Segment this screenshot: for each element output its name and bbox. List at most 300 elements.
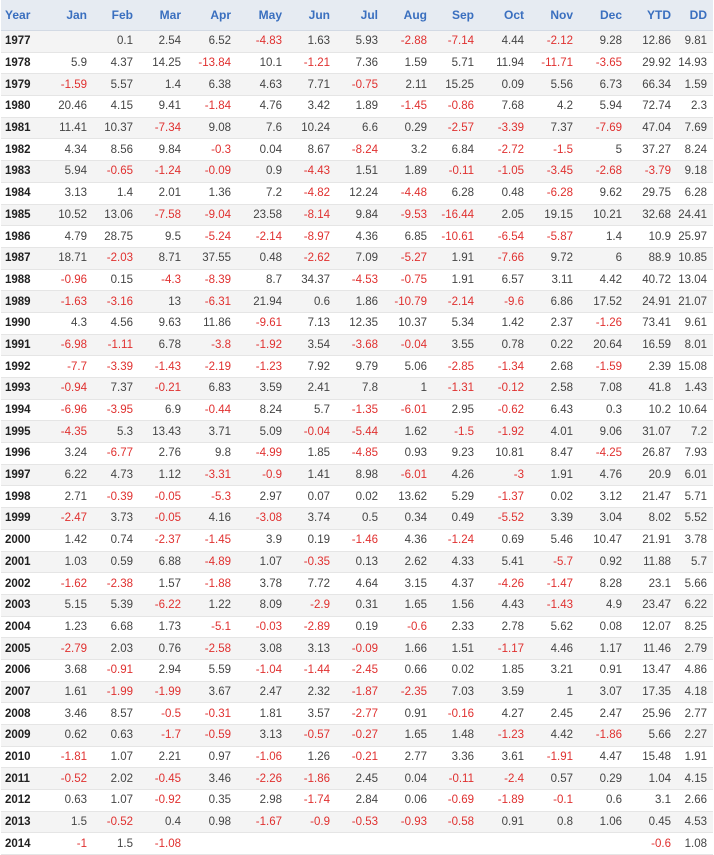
table-row (1, 508, 713, 530)
cell-jun: -0.57 (288, 725, 336, 747)
cell-dd: 6.01 (677, 464, 713, 486)
cell-nov: 4.46 (530, 638, 579, 660)
cell-jan: 10.52 (47, 204, 93, 226)
cell-oct: 1.85 (480, 659, 530, 681)
cell-apr: 3.46 (187, 768, 237, 790)
column-header-feb[interactable]: Feb (93, 0, 139, 31)
cell-dec: -4.25 (579, 443, 628, 465)
table-row (1, 659, 713, 681)
cell-oct: -3.39 (480, 117, 530, 139)
cell-ytd: 3.1 (628, 790, 677, 812)
year-cell: 1999 (1, 508, 47, 530)
cell-feb: 0.63 (93, 725, 139, 747)
table-row (1, 811, 713, 833)
cell-mar: 9.63 (139, 312, 187, 334)
cell-jul: -1.35 (336, 399, 384, 421)
cell-jun: -8.97 (288, 226, 336, 248)
cell-nov: -1.5 (530, 139, 579, 161)
cell-ytd: -3.79 (628, 161, 677, 183)
cell-sep: 0.02 (433, 659, 480, 681)
cell-feb: -2.38 (93, 573, 139, 595)
year-cell: 1991 (1, 334, 47, 356)
cell-dd: 2.77 (677, 703, 713, 725)
cell-may: 1.81 (237, 703, 288, 725)
cell-oct: 11.94 (480, 52, 530, 74)
cell-nov: 5.46 (530, 529, 579, 551)
cell-aug: 1.65 (384, 594, 433, 616)
cell-oct: 4.43 (480, 594, 530, 616)
cell-apr: -9.04 (187, 204, 237, 226)
cell-aug: 3.2 (384, 139, 433, 161)
cell-mar: 2.21 (139, 746, 187, 768)
cell-jun: -1.44 (288, 659, 336, 681)
cell-jan: 20.46 (47, 96, 93, 118)
cell-jan: 2.71 (47, 486, 93, 508)
cell-mar: -1.99 (139, 681, 187, 703)
cell-apr: 6.38 (187, 74, 237, 96)
cell-apr: -0.09 (187, 161, 237, 183)
cell-dec: 9.28 (579, 31, 628, 53)
table-row (1, 182, 713, 204)
cell-oct: -1.92 (480, 421, 530, 443)
cell-apr: -1.45 (187, 529, 237, 551)
cell-may: 10.1 (237, 52, 288, 74)
cell-aug: 5.06 (384, 356, 433, 378)
cell-feb: 1.4 (93, 182, 139, 204)
column-header-ytd[interactable]: YTD (628, 0, 677, 31)
cell-mar: -6.22 (139, 594, 187, 616)
cell-feb: -0.91 (93, 659, 139, 681)
cell-apr: 11.86 (187, 312, 237, 334)
cell-feb: 8.56 (93, 139, 139, 161)
cell-mar: 2.01 (139, 182, 187, 204)
cell-feb: 7.37 (93, 378, 139, 400)
cell-jan: -6.98 (47, 334, 93, 356)
cell-feb: 5.57 (93, 74, 139, 96)
cell-may: -1.92 (237, 334, 288, 356)
cell-ytd: -0.6 (628, 833, 677, 855)
cell-ytd: 47.04 (628, 117, 677, 139)
cell-dd: 5.71 (677, 486, 713, 508)
cell-ytd: 23.47 (628, 594, 677, 616)
year-cell: 2002 (1, 573, 47, 595)
cell-jan: -1 (47, 833, 93, 855)
cell-dd: 9.18 (677, 161, 713, 183)
table-row (1, 291, 713, 313)
cell-nov (530, 833, 579, 855)
table-body (1, 31, 713, 855)
cell-jan: 0.62 (47, 725, 93, 747)
cell-nov: 3.11 (530, 269, 579, 291)
cell-apr: -4.89 (187, 551, 237, 573)
year-cell: 1990 (1, 312, 47, 334)
cell-dd: 1.43 (677, 378, 713, 400)
column-header-year[interactable]: Year (1, 0, 47, 31)
cell-jan: 1.42 (47, 529, 93, 551)
cell-dd: 14.93 (677, 52, 713, 74)
cell-apr: -13.84 (187, 52, 237, 74)
cell-jul: 1.89 (336, 96, 384, 118)
cell-sep: 1.91 (433, 247, 480, 269)
cell-may: -4.83 (237, 31, 288, 53)
cell-jan: 1.23 (47, 616, 93, 638)
cell-sep: 15.25 (433, 74, 480, 96)
cell-aug: 1 (384, 378, 433, 400)
cell-jul: -4.53 (336, 269, 384, 291)
cell-sep: -0.69 (433, 790, 480, 812)
cell-jul: 0.19 (336, 616, 384, 638)
year-cell: 2014 (1, 833, 47, 855)
cell-sep: 4.26 (433, 464, 480, 486)
cell-mar: 6.9 (139, 399, 187, 421)
column-header-mar[interactable]: Mar (139, 0, 187, 31)
cell-dec: -1.26 (579, 312, 628, 334)
cell-sep: 4.37 (433, 573, 480, 595)
cell-mar: -7.34 (139, 117, 187, 139)
cell-apr: 6.83 (187, 378, 237, 400)
cell-jun: 7.71 (288, 74, 336, 96)
cell-apr: -5.3 (187, 486, 237, 508)
cell-jul: 0.02 (336, 486, 384, 508)
table-row (1, 443, 713, 465)
cell-oct: 4.27 (480, 703, 530, 725)
cell-jul: -5.44 (336, 421, 384, 443)
cell-ytd: 12.86 (628, 31, 677, 53)
year-cell: 2008 (1, 703, 47, 725)
column-header-jan[interactable]: Jan (47, 0, 93, 31)
cell-may: 3.9 (237, 529, 288, 551)
cell-nov: 0.8 (530, 811, 579, 833)
cell-dec: 20.64 (579, 334, 628, 356)
column-header-apr[interactable]: Apr (187, 0, 237, 31)
cell-dec: 10.21 (579, 204, 628, 226)
cell-dec: 4.76 (579, 464, 628, 486)
cell-nov: 0.57 (530, 768, 579, 790)
cell-mar: -0.05 (139, 508, 187, 530)
cell-sep: 0.49 (433, 508, 480, 530)
table-row (1, 421, 713, 443)
cell-oct: -2.4 (480, 768, 530, 790)
table-row (1, 378, 713, 400)
cell-sep (433, 833, 480, 855)
table-row (1, 551, 713, 573)
cell-apr: 3.67 (187, 681, 237, 703)
cell-may: -0.03 (237, 616, 288, 638)
cell-jan: 6.22 (47, 464, 93, 486)
cell-dec: -7.69 (579, 117, 628, 139)
cell-ytd: 29.92 (628, 52, 677, 74)
cell-may: 2.98 (237, 790, 288, 812)
cell-sep: -1.24 (433, 529, 480, 551)
cell-sep: -7.14 (433, 31, 480, 53)
cell-dd: 4.18 (677, 681, 713, 703)
cell-dec (579, 833, 628, 855)
cell-oct: 10.81 (480, 443, 530, 465)
cell-nov: 2.45 (530, 703, 579, 725)
cell-jan: 18.71 (47, 247, 93, 269)
cell-apr: -1.88 (187, 573, 237, 595)
cell-may: 23.58 (237, 204, 288, 226)
cell-apr: -0.31 (187, 703, 237, 725)
cell-nov: 7.37 (530, 117, 579, 139)
year-cell: 2011 (1, 768, 47, 790)
cell-may: 8.09 (237, 594, 288, 616)
cell-jul: 1.51 (336, 161, 384, 183)
cell-dec: 0.92 (579, 551, 628, 573)
cell-nov: -5.7 (530, 551, 579, 573)
cell-jul: -2.45 (336, 659, 384, 681)
cell-jul: 12.35 (336, 312, 384, 334)
table-row (1, 486, 713, 508)
cell-dd: 2.27 (677, 725, 713, 747)
cell-dec: 0.29 (579, 768, 628, 790)
cell-jan: -0.94 (47, 378, 93, 400)
cell-jul: -0.09 (336, 638, 384, 660)
year-cell: 1998 (1, 486, 47, 508)
cell-apr: 4.16 (187, 508, 237, 530)
cell-may (237, 833, 288, 855)
year-cell: 1978 (1, 52, 47, 74)
cell-mar: -0.92 (139, 790, 187, 812)
cell-dec: 3.04 (579, 508, 628, 530)
cell-aug: 4.36 (384, 529, 433, 551)
cell-nov: -3.45 (530, 161, 579, 183)
cell-dec: 17.52 (579, 291, 628, 313)
column-header-jun[interactable]: Jun (288, 0, 336, 31)
cell-dd: 13.04 (677, 269, 713, 291)
cell-ytd: 13.47 (628, 659, 677, 681)
column-header-nov[interactable]: Nov (530, 0, 579, 31)
cell-dec: 7.08 (579, 378, 628, 400)
cell-mar: -2.37 (139, 529, 187, 551)
cell-mar: 1.57 (139, 573, 187, 595)
table-row (1, 573, 713, 595)
cell-oct: -1.05 (480, 161, 530, 183)
cell-dec: 5 (579, 139, 628, 161)
cell-dd: 5.66 (677, 573, 713, 595)
cell-sep: 3.55 (433, 334, 480, 356)
cell-ytd: 11.46 (628, 638, 677, 660)
cell-oct: -7.66 (480, 247, 530, 269)
cell-ytd: 37.27 (628, 139, 677, 161)
cell-oct: -1.34 (480, 356, 530, 378)
cell-jun: -2.9 (288, 594, 336, 616)
cell-mar: 2.76 (139, 443, 187, 465)
cell-sep: 9.23 (433, 443, 480, 465)
cell-mar: -1.43 (139, 356, 187, 378)
cell-ytd: 11.88 (628, 551, 677, 573)
table-row (1, 226, 713, 248)
cell-dec: -1.59 (579, 356, 628, 378)
cell-feb: -6.77 (93, 443, 139, 465)
cell-feb: 4.73 (93, 464, 139, 486)
cell-ytd: 73.41 (628, 312, 677, 334)
year-cell: 2010 (1, 746, 47, 768)
cell-nov: 3.39 (530, 508, 579, 530)
cell-oct: 7.68 (480, 96, 530, 118)
cell-dec: 4.9 (579, 594, 628, 616)
cell-jul: -0.53 (336, 811, 384, 833)
cell-may: 0.9 (237, 161, 288, 183)
column-header-oct[interactable]: Oct (480, 0, 530, 31)
column-header-may[interactable]: May (237, 0, 288, 31)
cell-jul: -0.75 (336, 74, 384, 96)
cell-jun: 5.7 (288, 399, 336, 421)
column-header-dd[interactable]: DD (677, 0, 713, 31)
cell-oct: 5.41 (480, 551, 530, 573)
cell-aug: -6.01 (384, 399, 433, 421)
cell-aug: 2.11 (384, 74, 433, 96)
cell-jul: 7.09 (336, 247, 384, 269)
cell-oct: 1.42 (480, 312, 530, 334)
cell-nov: -1.43 (530, 594, 579, 616)
cell-jan: 4.79 (47, 226, 93, 248)
cell-jun: 2.32 (288, 681, 336, 703)
cell-apr (187, 833, 237, 855)
cell-jan: 11.41 (47, 117, 93, 139)
cell-sep: -16.44 (433, 204, 480, 226)
cell-dec: 8.28 (579, 573, 628, 595)
year-cell: 1996 (1, 443, 47, 465)
cell-jun: -2.89 (288, 616, 336, 638)
cell-apr: -1.84 (187, 96, 237, 118)
cell-ytd: 23.1 (628, 573, 677, 595)
cell-feb: 0.1 (93, 31, 139, 53)
cell-oct: -6.54 (480, 226, 530, 248)
cell-sep: -2.14 (433, 291, 480, 313)
cell-aug: 6.85 (384, 226, 433, 248)
cell-feb: -1.11 (93, 334, 139, 356)
cell-dd: 21.07 (677, 291, 713, 313)
cell-jan: -1.59 (47, 74, 93, 96)
cell-aug: 1.66 (384, 638, 433, 660)
cell-dec: -2.68 (579, 161, 628, 183)
cell-sep: 7.03 (433, 681, 480, 703)
cell-ytd: 0.45 (628, 811, 677, 833)
year-cell: 2000 (1, 529, 47, 551)
cell-oct: -1.23 (480, 725, 530, 747)
cell-feb: 28.75 (93, 226, 139, 248)
cell-aug: 1.65 (384, 725, 433, 747)
table-row (1, 139, 713, 161)
cell-may: 8.24 (237, 399, 288, 421)
cell-jul: -4.85 (336, 443, 384, 465)
cell-dd: 3.78 (677, 529, 713, 551)
cell-may: 1.07 (237, 551, 288, 573)
cell-feb: 0.74 (93, 529, 139, 551)
cell-sep: 5.34 (433, 312, 480, 334)
cell-nov: -6.28 (530, 182, 579, 204)
cell-nov: 4.42 (530, 725, 579, 747)
cell-apr: 5.59 (187, 659, 237, 681)
table-row (1, 746, 713, 768)
table-row (1, 703, 713, 725)
cell-dd: 15.08 (677, 356, 713, 378)
cell-may: -2.14 (237, 226, 288, 248)
cell-apr: 6.52 (187, 31, 237, 53)
cell-jun: 34.37 (288, 269, 336, 291)
cell-feb: -0.52 (93, 811, 139, 833)
cell-jul: 4.36 (336, 226, 384, 248)
cell-apr: 1.22 (187, 594, 237, 616)
cell-aug: -0.75 (384, 269, 433, 291)
cell-jun: 8.67 (288, 139, 336, 161)
table-row (1, 31, 713, 53)
cell-dd: 2.3 (677, 96, 713, 118)
cell-jun: 3.54 (288, 334, 336, 356)
cell-jul: -8.24 (336, 139, 384, 161)
cell-dd: 9.81 (677, 31, 713, 53)
column-header-dec[interactable]: Dec (579, 0, 628, 31)
cell-nov: 1.91 (530, 464, 579, 486)
cell-jul: 9.84 (336, 204, 384, 226)
cell-jun: 0.6 (288, 291, 336, 313)
year-cell: 2005 (1, 638, 47, 660)
cell-dd: 9.61 (677, 312, 713, 334)
cell-aug: 10.37 (384, 312, 433, 334)
cell-oct: -0.62 (480, 399, 530, 421)
cell-apr: 9.08 (187, 117, 237, 139)
cell-dd: 8.01 (677, 334, 713, 356)
column-header-jul[interactable]: Jul (336, 0, 384, 31)
cell-aug: 3.15 (384, 573, 433, 595)
cell-jan (47, 31, 93, 53)
column-header-sep[interactable]: Sep (433, 0, 480, 31)
cell-ytd: 17.35 (628, 681, 677, 703)
cell-oct: 4.44 (480, 31, 530, 53)
cell-dec: 3.12 (579, 486, 628, 508)
cell-feb: 10.37 (93, 117, 139, 139)
cell-may: -3.08 (237, 508, 288, 530)
cell-may: -1.04 (237, 659, 288, 681)
cell-sep: -0.16 (433, 703, 480, 725)
cell-oct: 3.59 (480, 681, 530, 703)
cell-may: 3.08 (237, 638, 288, 660)
cell-sep: 1.48 (433, 725, 480, 747)
cell-feb: 4.37 (93, 52, 139, 74)
cell-dd: 1.91 (677, 746, 713, 768)
cell-sep: 5.29 (433, 486, 480, 508)
cell-ytd: 1.04 (628, 768, 677, 790)
cell-jun: -1.74 (288, 790, 336, 812)
table-row (1, 529, 713, 551)
cell-jun: -1.21 (288, 52, 336, 74)
cell-nov: 19.15 (530, 204, 579, 226)
cell-jun: -1.86 (288, 768, 336, 790)
cell-jan: -2.79 (47, 638, 93, 660)
cell-jun: 1.26 (288, 746, 336, 768)
cell-dd: 1.59 (677, 74, 713, 96)
cell-jun: 2.41 (288, 378, 336, 400)
cell-jul: -0.27 (336, 725, 384, 747)
cell-aug: 0.06 (384, 790, 433, 812)
table-row (1, 681, 713, 703)
cell-nov: 9.72 (530, 247, 579, 269)
cell-feb: -0.39 (93, 486, 139, 508)
cell-feb: 4.56 (93, 312, 139, 334)
cell-jul: 2.84 (336, 790, 384, 812)
year-cell: 2007 (1, 681, 47, 703)
year-cell: 1997 (1, 464, 47, 486)
cell-aug: 1.89 (384, 161, 433, 183)
cell-sep: 1.51 (433, 638, 480, 660)
column-header-aug[interactable]: Aug (384, 0, 433, 31)
cell-mar: -1.7 (139, 725, 187, 747)
cell-may: 3.59 (237, 378, 288, 400)
cell-mar: 13 (139, 291, 187, 313)
cell-dd: 7.93 (677, 443, 713, 465)
cell-jun: 3.42 (288, 96, 336, 118)
